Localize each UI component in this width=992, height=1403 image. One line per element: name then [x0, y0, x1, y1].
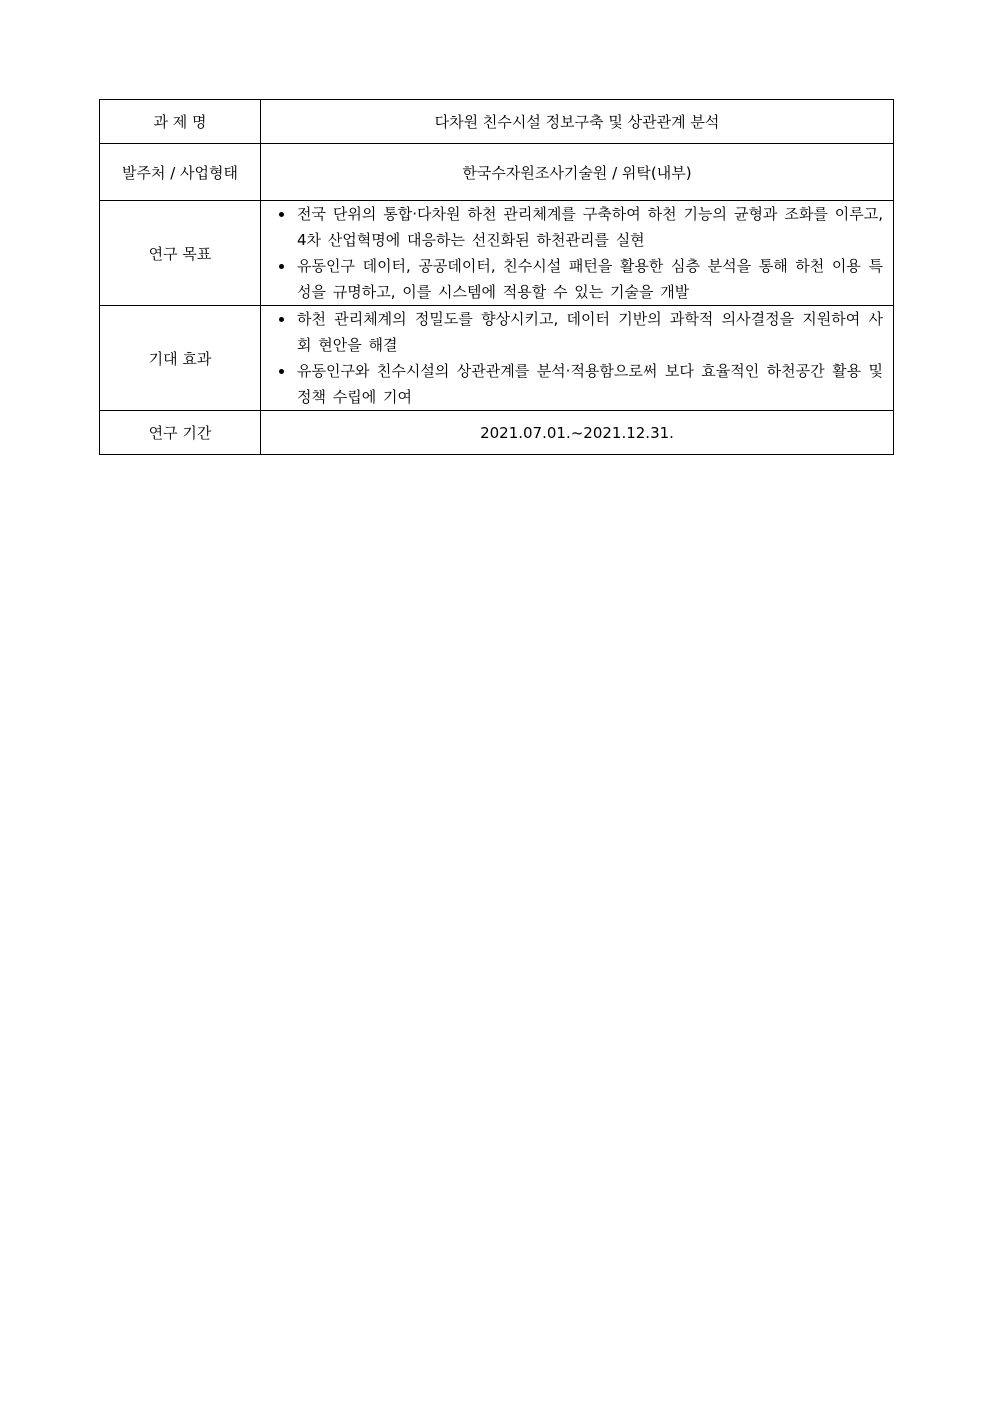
bullet-icon [279, 212, 284, 217]
project-title-label: 과 제 명 [100, 100, 261, 144]
research-goal-value [261, 201, 894, 306]
research-period-label: 연구 기간 [100, 411, 261, 455]
research-goal-list [261, 201, 893, 305]
table-row-client [100, 144, 894, 201]
research-goal-label: 연구 목표 [100, 201, 261, 306]
bullet-icon [279, 264, 284, 269]
list-item [279, 358, 883, 410]
research-period-value: 2021.07.01.~2021.12.31. [261, 411, 894, 455]
client-value: 한국수자원조사기술원 / 위탁(내부) [261, 144, 894, 201]
expected-effect-item-1: 하천 관리체계의 정밀도를 향상시키고, 데이터 기반의 과학적 의사결정을 지원하여 사회 현안을 해결 [297, 310, 883, 354]
bullet-icon [279, 369, 284, 374]
project-summary-table [99, 99, 894, 455]
table-row-project-title [100, 100, 894, 144]
list-item [279, 306, 883, 358]
research-goal-item-2: 유동인구 데이터, 공공데이터, 친수시설 패턴을 활용한 심층 분석을 통해 하천 이용 특성을 규명하고, 이를 시스템에 적용할 수 있는 기술을 개발 [297, 257, 883, 301]
project-title-value: 다차원 친수시설 정보구축 및 상관관계 분석 [261, 100, 894, 144]
research-goal-item-1: 전국 단위의 통합·다차원 하천 관리체계를 구축하여 하천 기능의 균형과 조화를 이루고, 4차 산업혁명에 대응하는 선진화된 하천관리를 실현 [297, 205, 883, 249]
expected-effect-label: 기대 효과 [100, 306, 261, 411]
expected-effect-list [261, 306, 893, 410]
table-row-research-goal [100, 201, 894, 306]
expected-effect-item-2: 유동인구와 친수시설의 상관관계를 분석·적용함으로써 보다 효율적인 하천공간 활용 및 정책 수립에 기여 [297, 362, 883, 406]
table-row-expected-effect [100, 306, 894, 411]
list-item [279, 201, 883, 253]
table-row-research-period [100, 411, 894, 455]
expected-effect-value [261, 306, 894, 411]
client-label: 발주처 / 사업형태 [100, 144, 261, 201]
bullet-icon [279, 317, 284, 322]
list-item [279, 253, 883, 305]
